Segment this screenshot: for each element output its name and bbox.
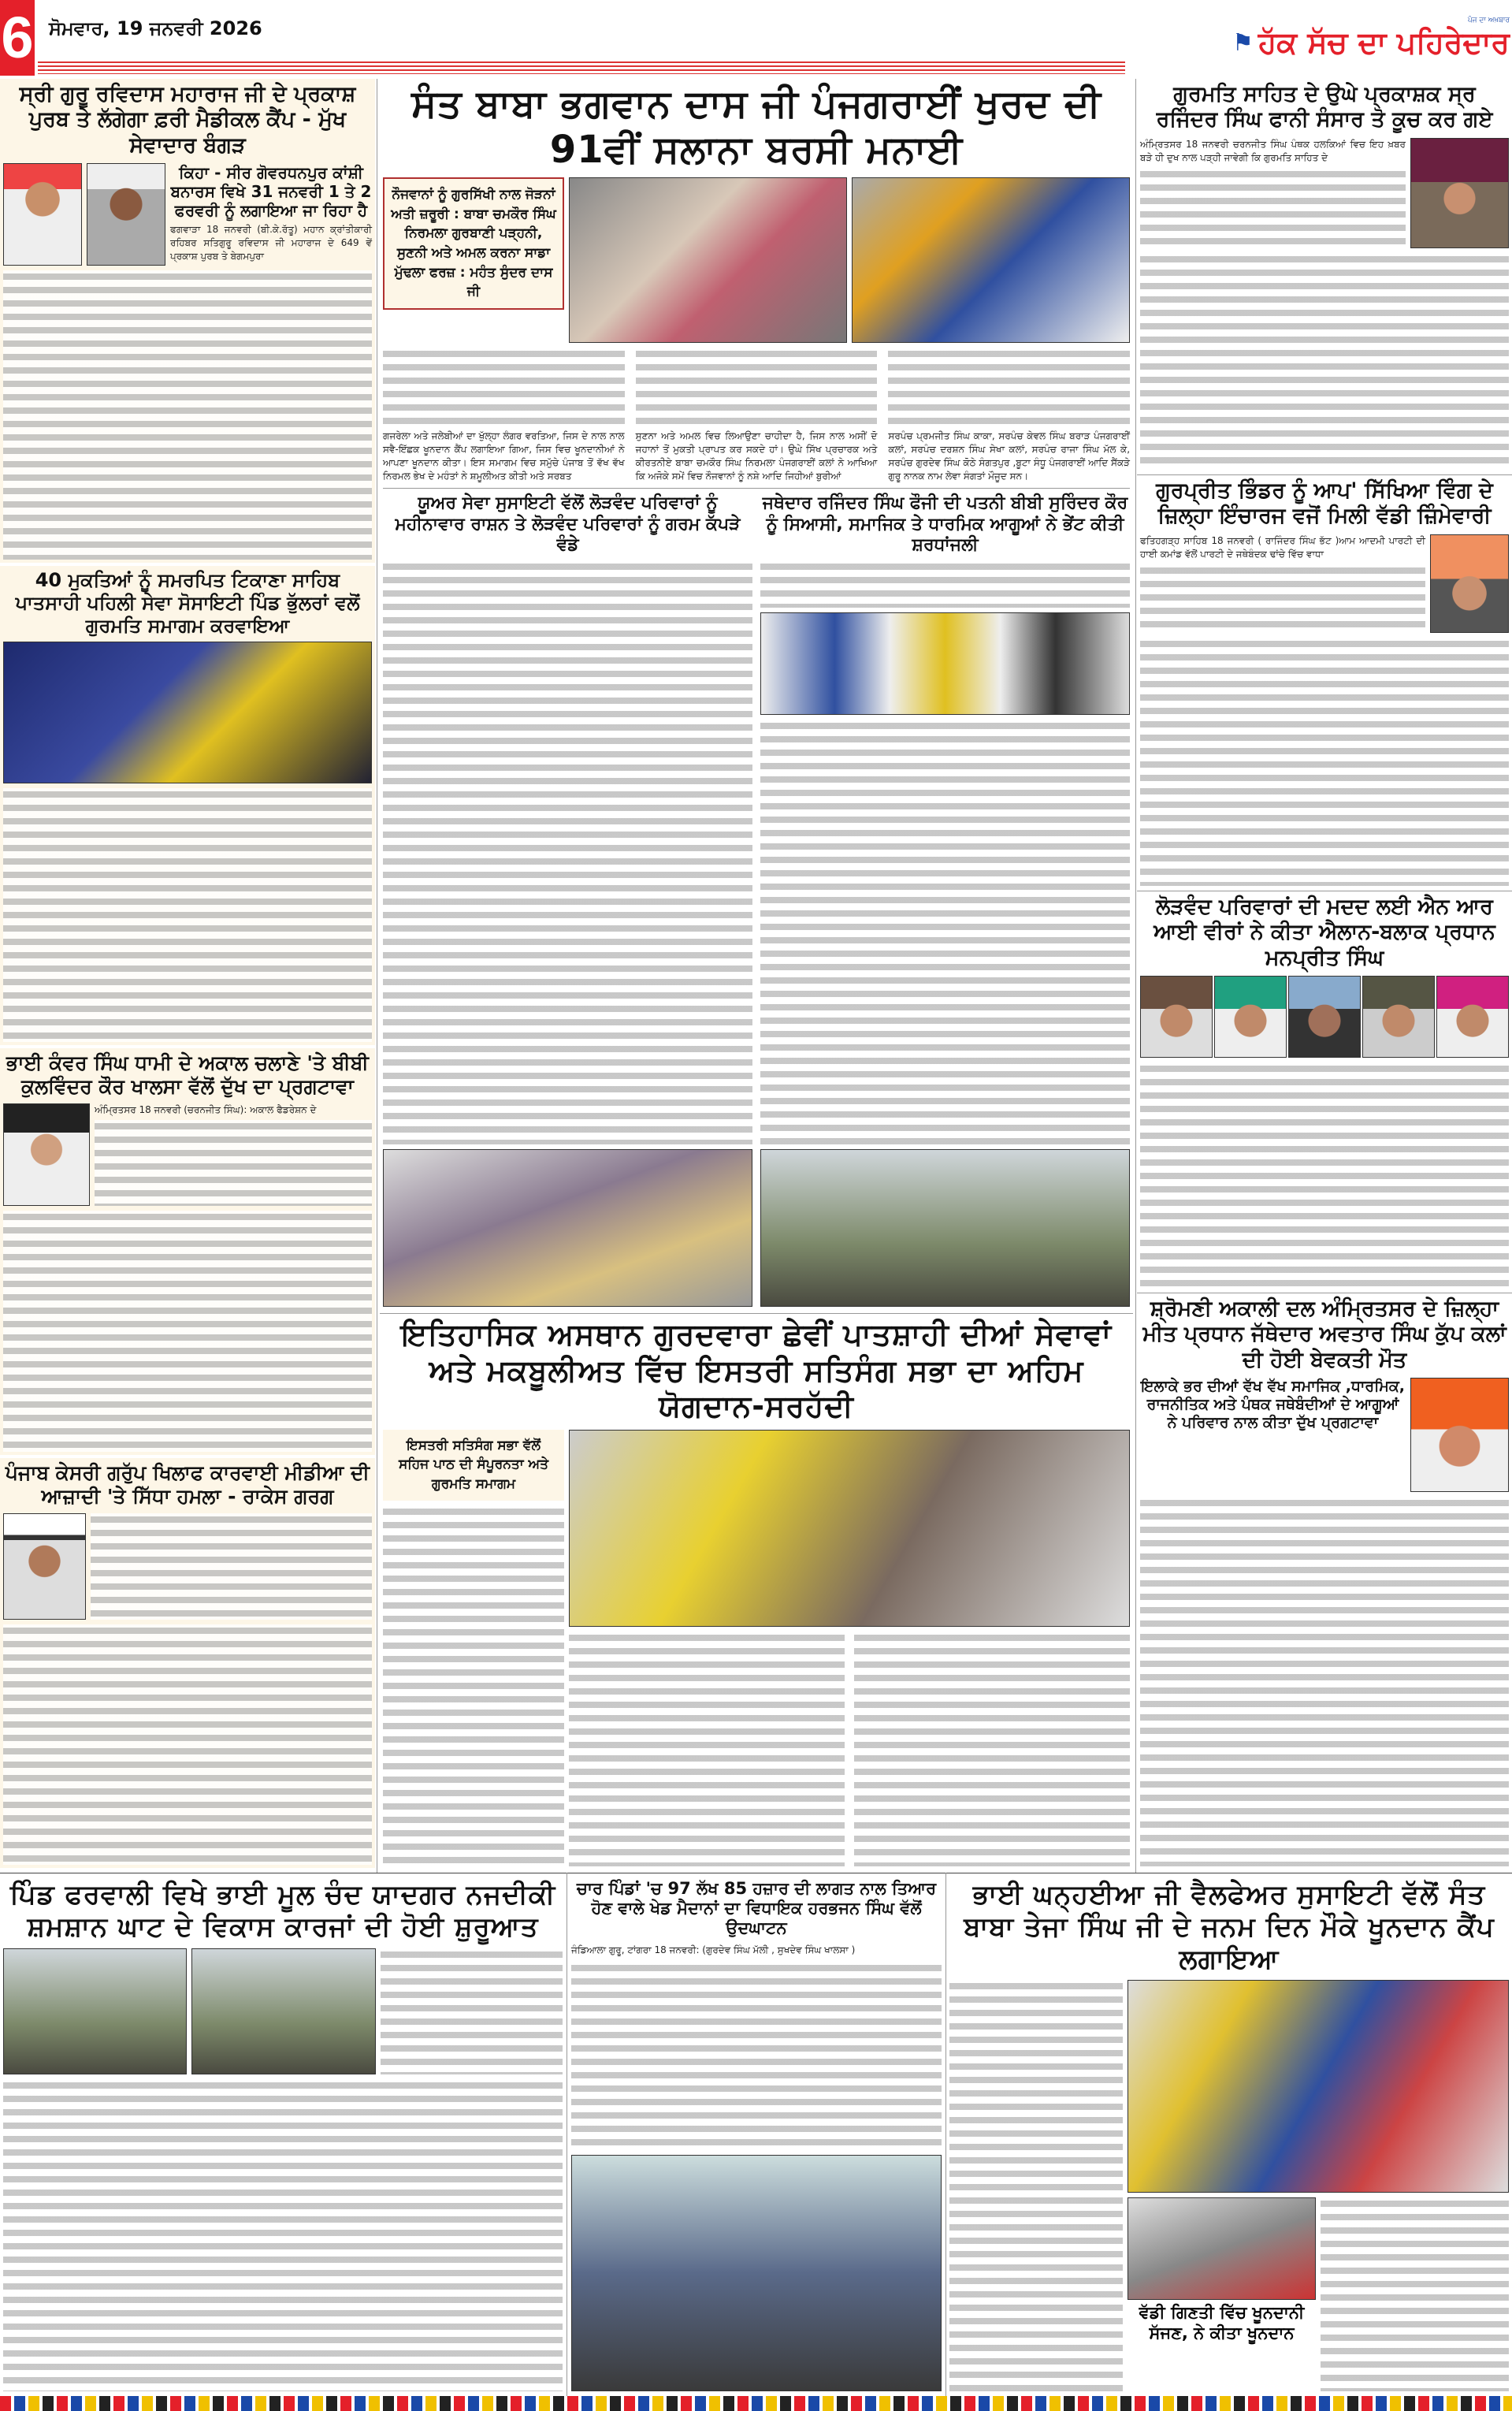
logo-row: [1232, 25, 1510, 61]
photo-strip: [1140, 976, 1509, 1058]
photo-caption: ਵੱਡੀ ਗਿਣਤੀ ਵਿੱਚ ਖੂਨਦਾਨੀ ਸੱਜਣ, ਨੇ ਕੀਤਾ ਖੂਨਦਾਨ: [1139, 2303, 1305, 2342]
body-text: [949, 1980, 1123, 2391]
photo-text-row: [3, 1513, 372, 1620]
portrait-photo: [1410, 138, 1509, 248]
story-rajinder-singh-obit: [1137, 79, 1512, 473]
portrait-photo: [3, 163, 82, 266]
portrait-photo: [1288, 976, 1361, 1058]
sub-column: [170, 163, 372, 266]
lead-text: ਫਗਵਾੜਾ 18 ਜਨਵਰੀ (ਬੀ.ਕੇ.ਰੱਤੂ) ਮਹਾਨ ਕ੍ਰਾਂਤੀਕਾਰੀ ਰਹਿਬਰ ਸਤਿਗੁਰੂ ਰਵਿਦਾਸ ਜੀ ਮਹਾਰਾਜ ਦੇ 649 ਵੇਂ ਪ੍ਰਕਾਸ਼ ਪੁਰਬ ਤੇ ਬੇਗਮਪੁਰਾ: [170, 224, 372, 262]
body-text: [854, 1632, 1130, 1866]
body-text: [3, 788, 372, 1042]
portrait-photo: [87, 163, 165, 266]
body-text: [383, 348, 625, 426]
highlight-box: ਨੌਜਵਾਨਾਂ ਨੂੰ ਗੁਰਸਿੱਖੀ ਨਾਲ ਜੋੜਨਾਂ ਅਤੀ ਜ਼ਰੂਰੀ : ਬਾਬਾ ਚਮਕੌਰ ਸਿੰਘ ਨਿਰਮਲਾ ਗੁਰਬਾਣੀ ਪੜ੍ਹਨੀ, ਸੁਣਨੀ ਅਤੇ ਅਮਲ ਕਰਨਾ ਸਾਡਾ ਮੁੱਢਲਾ ਫਰਜ਼ : ਮਹੰਤ ਸੁੰਦਰ ਦਾਸ ਜੀ: [383, 177, 564, 310]
text-column: [1140, 534, 1425, 633]
photo-text-row: [1140, 1378, 1509, 1492]
text-columns: [569, 1632, 1130, 1866]
story-punjab-kesari: [0, 1458, 375, 1868]
story-avtar-singh-obit: [1137, 1293, 1512, 1870]
masthead-logo: [1135, 2, 1510, 76]
lead-text: ਫਤਿਹਗੜ੍ਹ ਸਾਹਿਬ 18 ਜਨਵਰੀ ( ਰਾਜਿੰਦਰ ਸਿੰਘ ਭੱਟ )ਆਮ ਆਦਮੀ ਪਾਰਟੀ ਦੀ ਹਾਈ ਕਮਾਂਡ ਵੱਲੋਂ ਪਾਰਟੀ ਦੇ ਜਥੇਬੰਦਕ ਢਾਂਚੇ ਵਿੱਚ ਵਾਧਾ: [1140, 534, 1425, 560]
body-text: [1140, 253, 1509, 470]
text-column: [383, 348, 625, 483]
headline-fauji-tribute: ਜਥੇਦਾਰ ਰਜਿੰਦਰ ਸਿੰਘ ਫੌਜੀ ਦੀ ਪਤਨੀ ਬੀਬੀ ਸੁਰਿੰਦਰ ਕੌਰ ਨੂੰ ਸਿਆਸੀ, ਸਮਾਜਿਕ ਤੇ ਧਾਰਮਿਕ ਆਗੂਆਂ ਨੇ ਭੇਂਟ ਕੀਤੀ ਸ਼ਰਧਾਂਜਲੀ: [762, 493, 1128, 555]
text-column: [636, 348, 878, 483]
body-text: [760, 720, 1130, 1144]
headline: ਪੰਜਾਬ ਕੇਸਰੀ ਗਰੁੱਪ ਖਿਲਾਫ ਕਾਰਵਾਈ ਮੀਡੀਆ ਦੀ ਆਜ਼ਾਦੀ 'ਤੇ ਸਿੱਧਾ ਹਮਲਾ - ਰਾਕੇਸ ਗਰਗ: [5, 1461, 370, 1508]
body-text: [95, 1120, 372, 1206]
text-column: [888, 348, 1130, 483]
headline-istri-satsang: ਇਤਿਹਾਸਿਕ ਅਸਥਾਨ ਗੁਰਦਵਾਰਾ ਛੇਵੀਂ ਪਾਤਸ਼ਾਹੀ ਦੀਆਂ ਸੇਵਾਵਾਂ ਅਤੇ ਮਕਬੂਲੀਅਤ ਵਿੱਚ ਇਸਤਰੀ ਸਤਿਸੰਗ ਸਭਾ ਦਾ ਅਹਿਮ ਯੋਗਦਾਨ-ਸਰਹੱਦੀ: [401, 1317, 1112, 1424]
text-column: [95, 1103, 372, 1206]
headline: ਲੋੜਵੰਦ ਪਰਿਵਾਰਾਂ ਦੀ ਮਦਦ ਲਈ ਐਨ ਆਰ ਆਈ ਵੀਰਾਂ ਨੇ ਕੀਤਾ ਐਲਾਨ-ਬਲਾਕ ਪ੍ਰਧਾਨ ਮਨਪ੍ਰੀਤ ਸਿੰਘ: [1154, 895, 1495, 970]
body-text: [888, 348, 1130, 426]
column-rule: [1135, 79, 1136, 1873]
event-photo: [3, 642, 372, 783]
body-text: [1140, 564, 1425, 633]
lead-text: ਜੰਡਿਆਲਾ ਗੁਰੂ, ਟਾਂਗਰਾ 18 ਜਨਵਰੀ: (ਗੁਰਦੇਵ ਸਿੰਘ ਮੱਲੀ , ਸੁਖਦੇਵ ਸਿੰਘ ਖਾਲਸਾ ): [571, 1944, 856, 1955]
sangat-photo: [852, 177, 1130, 343]
body-text: [1140, 638, 1509, 886]
body-text: [383, 1505, 564, 1866]
body-text: [3, 1624, 372, 1865]
body-text: [383, 560, 752, 1144]
photo-column: [569, 1430, 1130, 1866]
body-text: [3, 2079, 563, 2391]
column-rule: [945, 1873, 946, 2396]
story-dhami-condolence: [0, 1048, 375, 1455]
story-fauji-tribute: [760, 493, 1130, 1307]
photo-text-row: [1140, 138, 1509, 248]
secondary-stories-row: [383, 488, 1130, 1307]
headline: ਸ੍ਰੀ ਗੁਰੂ ਰਵਿਦਾਸ ਮਹਾਰਾਜ ਜੀ ਦੇ ਪ੍ਰਕਾਸ਼ ਪੁਰਬ ਤੇ ਲੱਗੇਗਾ ਫ਼ਰੀ ਮੈਡੀਕਲ ਕੈਂਪ - ਮੁੱਖ ਸੇਵਾਦਾਰ ਬੰਗੜ: [19, 82, 356, 158]
portrait-photo: [1436, 976, 1509, 1058]
portrait-photo: [1214, 976, 1287, 1058]
portrait-photo: [1362, 976, 1435, 1058]
lead-text: ਅੰਮ੍ਰਿਤਸਰ 18 ਜਨਵਰੀ ਚਰਨਜੀਤ ਸਿੰਘ ਪੰਥਕ ਹਲਕਿਆਂ ਵਿਚ ਇਹ ਖ਼ਬਰ ਬੜੇ ਹੀ ਦੁਖ ਨਾਲ ਪੜ੍ਹੀ ਜਾਵੇਗੀ ਕਿ ਗੁਰਮਤਿ ਸਾਹਿਤ ਦੇ: [1140, 138, 1406, 163]
body-text: [571, 1962, 942, 2150]
body-text: [569, 1632, 845, 1866]
header-rule: [38, 61, 1125, 74]
portrait-photo: [3, 1103, 90, 1206]
middle-top-section: [380, 79, 1133, 1310]
story-ravidas-camp: [0, 79, 375, 563]
blood-camp-body: [949, 1980, 1509, 2391]
lead-text-columns: [383, 348, 1130, 483]
body-text: ਗਜਰੇਲਾ ਅਤੇ ਜਲੇਬੀਆਂ ਦਾ ਖੁੱਲ੍ਹਾ ਲੰਗਰ ਵਰਤਿਆ, ਜਿਸ ਦੇ ਨਾਲ ਨਾਲ ਸਵੈ-ਇੱਛਕ ਖੂਨਦਾਨ ਕੈਂਪ ਲਗਾਇਆ ਗਿਆ, ਜਿਸ ਵਿਚ ਖੂਨਦਾਨੀਆਂ ਨੇ ਆਪਣਾ ਖੂਨਦਾਨ ਕੀਤਾ। ਇਸ ਸਮਾਗਮ ਵਿਚ ਸਮੁੱਚੇ ਪੰਜਾਬ ਤੋਂ ਵੱਖ ਵੱਖ ਨਿਰਮਲ ਭੇਖ ਦੇ ਮਹੰਤਾਂ ਨੇ ਸ਼ਮੂਲੀਅਤ ਕੀਤੀ ਅਤੇ ਸਰਬਤ: [383, 430, 625, 482]
blood-camp-photo: [1127, 1980, 1509, 2193]
satsang-body-row: [383, 1430, 1130, 1866]
photo-text-row: [1140, 534, 1509, 633]
donor-photo: [1127, 2197, 1316, 2300]
headline: ਗੁਰਮਤਿ ਸਾਹਿਤ ਦੇ ਉਘੇ ਪ੍ਰਕਾਸ਼ਕ ਸ੍ਰ ਰਜਿੰਦਰ ਸਿੰਘ ਫਾਨੀ ਸੰਸਾਰ ਤੋ ਕੂਚ ਕਰ ਗਏ: [1156, 82, 1493, 132]
body-text: [91, 1513, 372, 1620]
lead-headline: ਸੰਤ ਬਾਬਾ ਭਗਵਾਨ ਦਾਸ ਜੀ ਪੰਜਗਰਾਈਂ ਖੁਰਦ ਦੀ 91ਵੀਂ ਸਲਾਨਾ ਬਰਸੀ ਮਨਾਈ: [411, 82, 1101, 172]
logo-text: ਹੱਕ ਸੱਚ ਦਾ ਪਹਿਰੇਦਾਰ: [1258, 25, 1510, 61]
body-text: [381, 1948, 563, 2074]
headline: ਸ਼੍ਰੋਮਣੀ ਅਕਾਲੀ ਦਲ ਅੰਮ੍ਰਿਤਸਰ ਦੇ ਜ਼ਿਲ੍ਹਾ ਮੀਤ ਪ੍ਰਧਾਨ ਜੱਥੇਦਾਰ ਅਵਤਾਰ ਸਿੰਘ ਕੁੱਪ ਕਲਾਂ ਦੀ ਹੋਈ ਬੇਵਕਤੀ ਮੌਤ: [1142, 1297, 1506, 1372]
photo-text-row: [3, 1103, 372, 1206]
story-farwali: [0, 1876, 566, 2394]
text-column: [1140, 138, 1406, 248]
issue-date: ਸੋਮਵਾਰ, 19 ਜਨਵਰੀ 2026: [49, 17, 262, 39]
gathering-photo: [760, 1149, 1130, 1307]
sangat-photo: [569, 177, 847, 343]
subheadline: ਇਲਾਕੇ ਭਰ ਦੀਆਂ ਵੱਖ ਵੱਖ ਸਮਾਜਿਕ ,ਧਾਰਮਿਕ, ਰਾਜਨੀਤਿਕ ਅਤੇ ਪੰਥਕ ਜਥੇਬੰਦੀਆਂ ਦੇ ਆਗੂਆਂ ਨੇ ਪਰਿਵਾਰ ਨਾਲ ਕੀਤਾ ਦੁੱਖ ਪ੍ਰਗਟਾਵਾ: [1140, 1378, 1406, 1431]
headline-blood-camp: ਭਾਈ ਘਨ੍ਹਈਆ ਜੀ ਵੈਲਫੇਅਰ ਸੁਸਾਇਟੀ ਵੱਲੋਂ ਸੰਤ ਬਾਬਾ ਤੇਜਾ ਸਿੰਘ ਜੀ ਦੇ ਜਨਮ ਦਿਨ ਮੌਕੇ ਖੂਨਦਾਨ ਕੈਂਪ ਲਗਾਇਆ: [964, 1879, 1495, 1975]
site-photo: [3, 1948, 187, 2074]
headline-your-seva: ਯੂਅਰ ਸੇਵਾ ਸੁਸਾਇਟੀ ਵੱਲੋਂ ਲੋੜਵੰਦ ਪਰਿਵਾਰਾਂ ਨੂੰ ਮਹੀਨਾਵਾਰ ਰਾਸ਼ਨ ਤੇ ਲੋੜਵੰਦ ਪਰਿਵਾਰਾਂ ਨੂੰ ਗਰਮ ਕੱਪੜੇ ਵੰਡੇ: [395, 493, 741, 555]
photo-text-row: [3, 163, 372, 266]
body-text: [3, 1211, 372, 1452]
portrait-photo: [1430, 534, 1509, 633]
headline: ਭਾਈ ਕੰਵਰ ਸਿੰਘ ਧਾਮੀ ਦੇ ਅਕਾਲ ਚਲਾਣੇ 'ਤੇ ਬੀਬੀ ਕੁਲਵਿੰਦਰ ਕੌਰ ਖਾਲਸਾ ਵੱਲੋਂ ਦੁੱਖ ਦਾ ਪ੍ਰਗਟਾਵਾ: [6, 1051, 369, 1098]
body-text: ਸੁਣਨਾ ਅਤੇ ਅਮਲ ਵਿਚ ਲਿਆਉਣਾ ਚਾਹੀਦਾ ਹੈ, ਜਿਸ ਨਾਲ ਅਸੀਂ ਦੋ ਜਹਾਨਾਂ ਤੋਂ ਮੁਕਤੀ ਪ੍ਰਾਪਤ ਕਰ ਸਕਦੇ ਹਾਂ। ਉਘੇ ਸਿੱਖ ਪ੍ਰਚਾਰਕ ਅਤੇ ਕੀਰਤਨੀਏ ਬਾਬਾ ਚਮਕੌਰ ਸਿੰਘ ਨਿਰਮਲਾ ਪੰਜਗਰਾਈਂ ਕਲਾਂ ਨੇ ਆਖਿਆ ਕਿ ਅਜੋਕੇ ਸਮੇਂ ਵਿਚ ਨੌਜਵਾਨਾਂ ਨੂੰ ਨਸ਼ੇ ਆਦਿ ਜਿਹੀਆਂ ਬੁਰੀਆਂ: [635, 430, 878, 482]
lead-text: ਅੰਮ੍ਰਿਤਸਰ 18 ਜਨਵਰੀ (ਚਰਨਜੀਤ ਸਿੰਘ): ਅਕਾਲ ਫੈਡਰੇਸ਼ਨ ਦੇ: [95, 1104, 317, 1115]
lead-photo-row: [383, 177, 1130, 343]
color-registration-bar: [0, 2396, 1512, 2411]
text-column: [383, 1430, 564, 1866]
logo-tagline: ਪੰਜ ਦਾ ਅਖ਼ਬਾਰ: [1467, 17, 1510, 25]
inauguration-photo: [571, 2155, 942, 2391]
subheadline: ਕਿਹਾ - ਸੀਰ ਗੋਵਰਧਨਪੁਰ ਕਾਂਸ਼ੀ ਬਨਾਰਸ ਵਿਖੇ 31 ਜਨਵਰੀ 1 ਤੇ 2 ਫਰਵਰੀ ਨੂੰ ਲਗਾਇਆ ਜਾ ਰਿਹਾ ਹੈ: [170, 163, 372, 221]
portrait-photo: [1410, 1378, 1509, 1492]
story-nri-help: [1137, 891, 1512, 1291]
headline: 40 ਮੁਕਤਿਆਂ ਨੂੰ ਸਮਰਪਿਤ ਟਿਕਾਣਾ ਸਾਹਿਬ ਪਾਤਸਾਹੀ ਪਹਿਲੀ ਸੇਵਾ ਸੋਸਾਇਟੀ ਪਿੰਡ ਭੁੱਲਰਾਂ ਵਲੋਂ ਗੁਰਮਤਿ ਸਮਾਗਮ ਕਰਵਾਇਆ: [15, 569, 360, 637]
story-your-seva: [383, 493, 752, 1307]
portrait-photo: [3, 1513, 86, 1620]
flag-icon: ⚑: [1232, 29, 1254, 57]
body-text: [1321, 2197, 1509, 2391]
site-photo: [191, 1948, 375, 2074]
distribution-photo: [383, 1149, 752, 1307]
portrait-photo: [1140, 976, 1213, 1058]
lower-row: [1127, 2197, 1509, 2391]
body-text: ਸਰਪੰਚ ਪ੍ਰਮਜੀਤ ਸਿੰਘ ਕਾਕਾ, ਸਰਪੰਚ ਕੇਵਲ ਸਿੰਘ ਬਰਾੜ ਪੰਜਗਰਾਈਂ ਕਲਾਂ, ਸਰਪੰਚ ਦਰਸ਼ਨ ਸਿੰਘ ਸੇਖਾ ਕਲਾਂ, ਸਰਪੰਚ ਰਾਜਾ ਸਿੰਘ ਮੱਲ ਕੇ, ਸਰਪੰਚ ਗੁਰਦੇਵ ਸਿੰਘ ਕੋਠੇ ਸੰਗਤਪੁਰ ,ਬੂਟਾ ਸੰਧੂ ਪੰਜਗਰਾਈਂ ਆਦਿ ਸੈਂਕੜੇ ਗੁਰੂ ਨਾਨਕ ਨਾਮ ਲੇਵਾ ਸੰਗਤਾਂ ਮੌਜੂਦ ਸਨ।: [888, 430, 1131, 482]
story-gurpreet-bhinder: [1137, 474, 1512, 889]
story-bhullran-samagam: [0, 566, 375, 1045]
leaders-photo: [760, 612, 1130, 715]
subhead-box: ਇਸਤਰੀ ਸਤਿਸੰਗ ਸਭਾ ਵੱਲੋਂ ਸਹਿਜ ਪਾਠ ਦੀ ਸੰਪੂਰਨਤਾ ਅਤੇ ਗੁਰਮਤਿ ਸਮਾਗਮ: [383, 1430, 564, 1501]
caption-column: [1127, 2197, 1316, 2391]
body-text: [636, 348, 878, 426]
photo-column: [1127, 1980, 1509, 2391]
body-text: [1140, 1497, 1509, 1866]
honour-photo: [569, 1430, 1130, 1627]
body-text: [3, 270, 372, 560]
headline: ਗੁਰਪ੍ਰੀਤ ਭਿੰਡਰ ਨੂੰ ਆਪ' ਸਿੱਖਿਆ ਵਿੰਗ ਦੇ ਜ਼ਿਲ੍ਹਾ ਇੰਚਾਰਜ ਵਜੋਂ ਮਿਲੀ ਵੱਡੀ ਜ਼ਿੰਮੇਵਾਰੀ: [1156, 478, 1493, 529]
body-text: [1140, 1062, 1509, 1288]
body-text: [760, 560, 1130, 608]
photo-row: [3, 1948, 563, 2074]
headline-khed-maidan: ਚਾਰ ਪਿੰਡਾਂ 'ਚ 97 ਲੱਖ 85 ਹਜ਼ਾਰ ਦੀ ਲਾਗਤ ਨਾਲ ਤਿਆਰ ਹੋਣ ਵਾਲੇ ਖੇਡ ਮੈਦਾਨਾਂ ਦਾ ਵਿਧਾਇਕ ਹਰਭਜਨ ਸਿੰਘ ਵੱਲੋਂ ਉਦਘਾਟਨ: [576, 1879, 937, 1938]
body-text: [1140, 168, 1406, 248]
story-blood-camp: [946, 1876, 1512, 2394]
story-khed-maidan: [568, 1876, 945, 2394]
headline-farwali: ਪਿੰਡ ਫਰਵਾਲੀ ਵਿਖੇ ਭਾਈ ਮੂਲ ਚੰਦ ਯਾਦਗਰ ਨਜਦੀਕੀ ਸ਼ਮਸ਼ਾਨ ਘਾਟ ਦੇ ਵਿਕਾਸ ਕਾਰਜਾਂ ਦੀ ਹੋਈ ਸ਼ੁਰੂਆਤ: [9, 1879, 556, 1943]
page-number: 6: [0, 0, 35, 76]
middle-bottom-section: [380, 1313, 1133, 1870]
